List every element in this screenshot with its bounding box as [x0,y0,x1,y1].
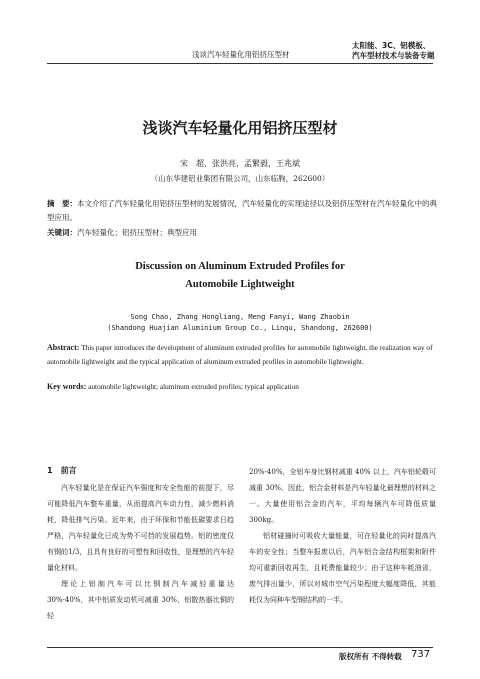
keywords-en-text: automobile lightweight; aluminum extruded profiles; typical application [88,382,299,391]
abstract-en-label: Abstract: [47,343,80,352]
body-paragraph: 20%-40%，全铝车身比钢材减重 40% 以上，汽车铝轮毂可减重 30%。因此，铝合金材料是汽车轻量化最理想的材料之一。大量使用铝合金的汽车，平均每辆汽车可降低质量 300kg。 [249,468,436,524]
keywords-cn-text: 汽车轻量化；铝挤压型材；典型应用 [77,228,197,237]
affiliation-cn: （山东华建铝业集团有限公司，山东临朐，262600） [150,174,330,183]
abstract-en-text: This paper introduces the development of aluminum extruded profiles for automobile lightweight, the realization way of automobile lightweight and the typical application of aluminum extruded profiles in automobile lightweight. [47,343,433,366]
section-heading: 1 前言 [47,466,77,475]
paper-title-en [0,258,480,294]
copyright-notice: 版权所有 不得转载 [339,652,402,661]
keywords-en-label: Key words: [47,382,87,391]
running-title: 浅谈汽车轻量化用铝挤压型材 [192,50,290,59]
authors-cn: 宋 超，张洪亮，孟繁毅，王兆斌 [180,159,300,168]
abstract-cn [47,197,437,225]
paper-title-en-line2: Automobile Lightweight [185,279,295,290]
keywords-cn [47,227,197,238]
abstract-cn-label: 摘 要： [47,199,77,208]
column-title-line1: 太阳能、3C、铝模板、 [352,41,431,50]
column-title [352,41,435,61]
paper-title-cn: 浅谈汽车轻量化用铝挤压型材 [142,119,338,137]
body-paragraph: 铝材碰撞时可吸收大量能量，可在轻量化的同时提高汽车的安全性；当整车报废以后，汽车铝合金结构框架和附件均可重新回收再生，且耗费能量较少；由于这种车耗油省，废气排出量少，所以对城市空气污染程度大幅度降低，其能耗仅为同种车型钢结构的一半。 [249,532,436,604]
keywords-en [47,382,299,391]
column-title-line2: 汽车型材技术与装备专题 [352,51,435,60]
keywords-cn-label: 关键词： [47,228,77,237]
footer-rule [47,647,433,648]
affiliation-en: (Shandong Huajian Aluminium Group Co., Linqu, Shandong, 262600) [107,324,373,332]
authors-en: Song Chao, Zhang Hongliang, Meng Fanyi, Wang Zhaobin [130,313,350,321]
header-rule [47,63,433,64]
body-column-left [47,480,234,624]
abstract-cn-text: 本文介绍了汽车轻量化用铝挤压型材的发展情况，汽车轻量化的实现途径以及铝挤压型材在汽车轻量化中的典型应用。 [47,199,437,222]
paper-title-en-line1: Discussion on Aluminum Extruded Profiles for [135,261,345,272]
body-paragraph: 汽车轻量化是在保证汽车强度和安全性能的前提下，尽可能降低汽车整车重量，从而提高汽车动力性，减少燃料消耗，降低排气污染。近年来，由于环保和节能低碳要求日趋严格，汽车轻量化已成为势不可挡的发展趋势。铝的密度仅有钢的1/3，且具有良好的可塑性和回收性，是理想的汽车轻量化材料。 [47,484,234,572]
body-paragraph: 理论上铝制汽车可以比钢制汽车减轻重量达 30%-40%，其中铝质发动机可减重 30%，铝散热器比铜的轻 [47,580,234,620]
page-number: 737 [411,649,431,660]
abstract-en [47,341,437,368]
body-column-right [249,464,436,608]
